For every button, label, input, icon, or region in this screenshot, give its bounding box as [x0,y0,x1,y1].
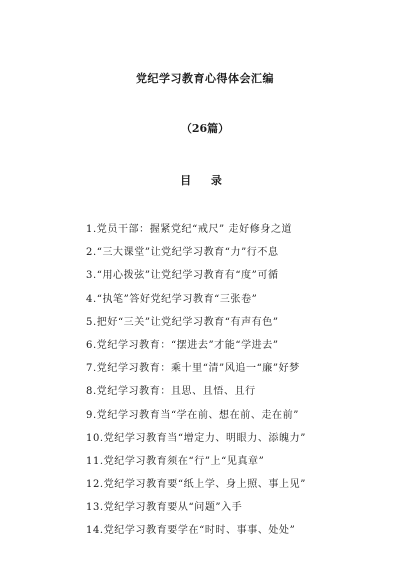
toc-item: 10.党纪学习教育当“增定力、明眼力、添魄力” [86,432,306,444]
document-subtitle: （26篇） [180,122,230,135]
toc-item: 6.党纪学习教育：“摆进去”才能“学进去” [86,339,279,351]
table-of-contents [86,222,386,547]
toc-item: 7.党纪学习教育：乘十里“清”风追一“廉”好梦 [86,363,300,375]
toc-item: 11.党纪学习教育须在“行”上“见真章” [86,455,265,467]
toc-item: 8.党纪学习教育：且思、且悟、且行 [86,386,256,398]
toc-item: 13.党纪学习教育要从“问题”入手 [86,502,243,514]
toc-item: 12.党纪学习教育要“纸上学、身上照、事上见” [86,479,306,491]
document-title: 党纪学习教育心得体会汇编 [136,72,274,85]
toc-item: 1.党员干部：握紧党纪“戒尺” 走好修身之道 [86,224,293,235]
toc-item: 5.把好“三关”让党纪学习教育“有声有色” [86,316,279,328]
toc-item: 14.党纪学习教育要学在“时时、事事、处处” [86,525,296,537]
toc-item: 3.“用心拨弦”让党纪学习教育有“度”可循 [86,270,279,282]
toc-item: 4.“执笔”答好党纪学习教育“三张卷” [86,293,258,305]
toc-item: 9.党纪学习教育当“学在前、想在前、走在前” [86,409,299,421]
toc-heading: 目 录 [180,174,230,187]
toc-item: 2.“三大课堂”让党纪学习教育“力”行不息 [86,247,279,259]
